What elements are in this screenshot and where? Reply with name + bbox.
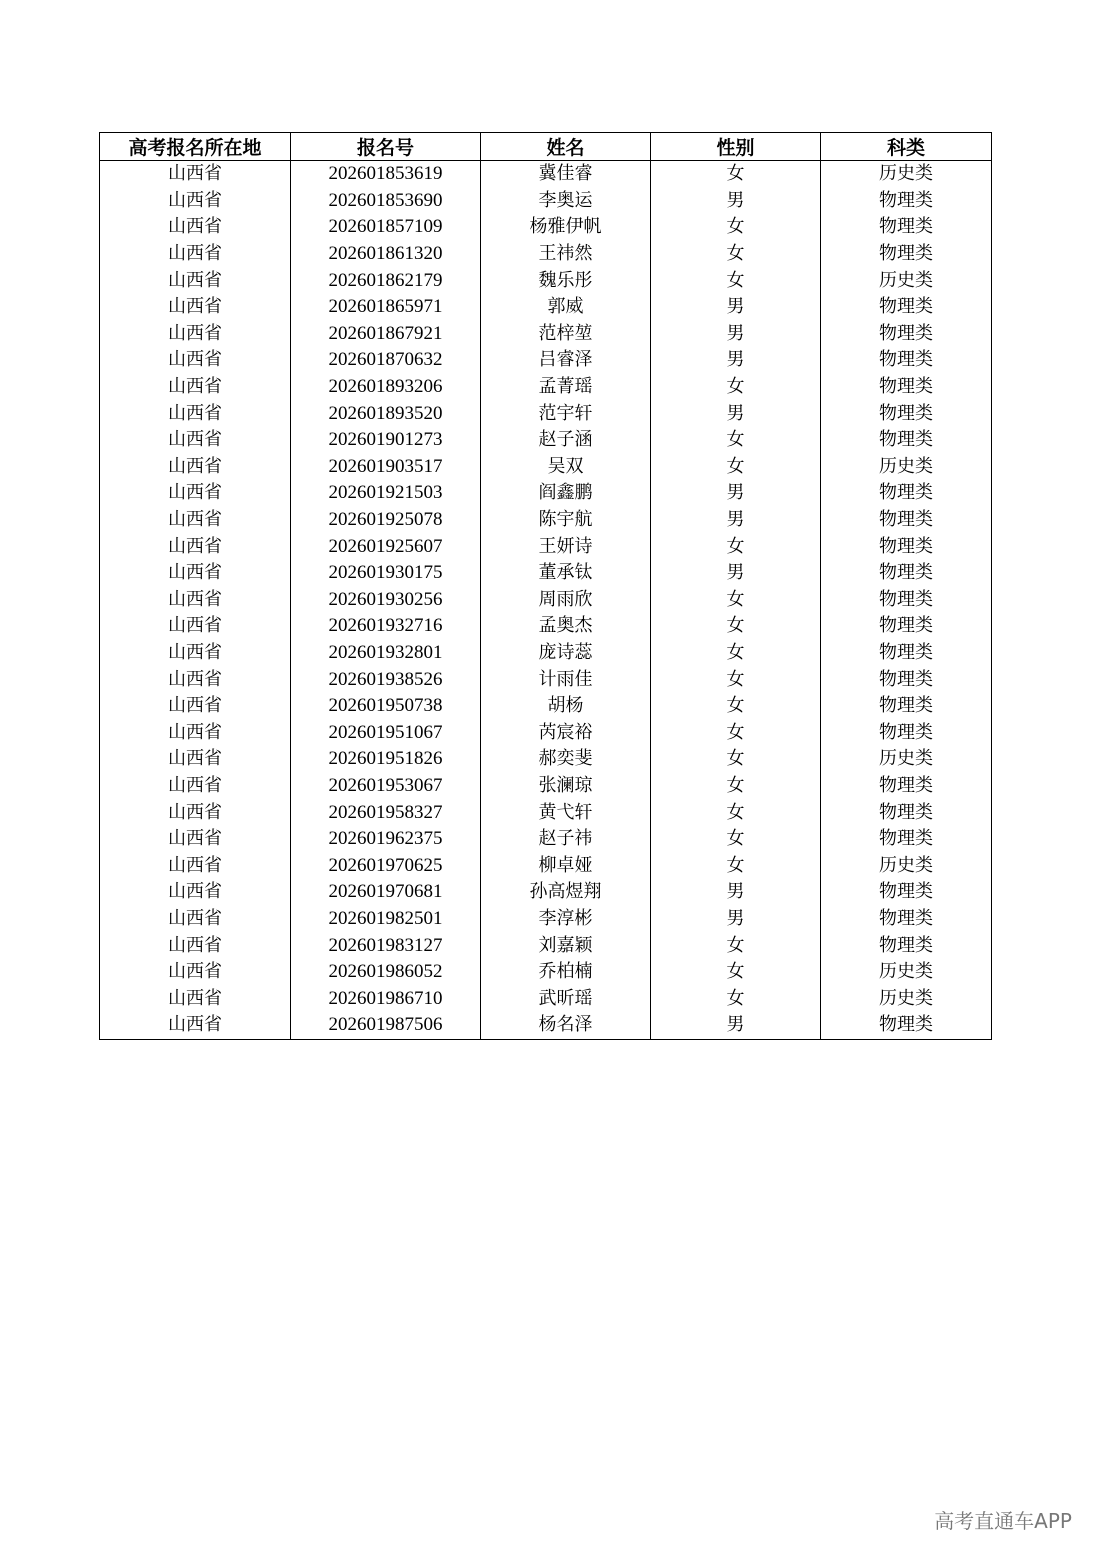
cell-location: 山西省: [100, 1012, 291, 1039]
cell-gender: 女: [651, 613, 821, 640]
cell-subject-category: 历史类: [821, 746, 992, 773]
cell-name: 刘嘉颖: [481, 932, 651, 959]
cell-name: 乔柏楠: [481, 959, 651, 986]
cell-name: 周雨欣: [481, 587, 651, 614]
cell-gender: 男: [651, 906, 821, 933]
table-row: [100, 427, 992, 454]
cell-gender: 女: [651, 454, 821, 481]
cell-name: 孟菁瑶: [481, 374, 651, 401]
cell-subject-category: 物理类: [821, 826, 992, 853]
cell-location: 山西省: [100, 826, 291, 853]
header-location: 高考报名所在地: [100, 133, 291, 161]
cell-name: 计雨佳: [481, 666, 651, 693]
table-row: [100, 613, 992, 640]
cell-name: 陈宇航: [481, 507, 651, 534]
table-row: [100, 826, 992, 853]
cell-subject-category: 物理类: [821, 693, 992, 720]
cell-gender: 女: [651, 161, 821, 188]
cell-location: 山西省: [100, 374, 291, 401]
cell-gender: 女: [651, 241, 821, 268]
cell-location: 山西省: [100, 613, 291, 640]
watermark-text: 高考直通车APP: [934, 1509, 1072, 1533]
cell-registration-number: 202601921503: [291, 480, 481, 507]
table-row: [100, 746, 992, 773]
table-row: [100, 959, 992, 986]
cell-name: 芮宸裕: [481, 719, 651, 746]
cell-subject-category: 物理类: [821, 241, 992, 268]
cell-subject-category: 历史类: [821, 985, 992, 1012]
admission-list-table: [99, 132, 992, 1040]
table-row: [100, 480, 992, 507]
cell-subject-category: 物理类: [821, 294, 992, 321]
table-row: [100, 693, 992, 720]
cell-registration-number: 202601865971: [291, 294, 481, 321]
cell-name: 魏乐彤: [481, 267, 651, 294]
cell-gender: 女: [651, 799, 821, 826]
cell-location: 山西省: [100, 773, 291, 800]
cell-registration-number: 202601970625: [291, 852, 481, 879]
cell-gender: 女: [651, 932, 821, 959]
table-body: [100, 161, 992, 1040]
cell-subject-category: 物理类: [821, 560, 992, 587]
cell-registration-number: 202601970681: [291, 879, 481, 906]
cell-location: 山西省: [100, 799, 291, 826]
cell-name: 杨雅伊帆: [481, 214, 651, 241]
cell-subject-category: 物理类: [821, 321, 992, 348]
cell-location: 山西省: [100, 746, 291, 773]
table-row: [100, 214, 992, 241]
cell-location: 山西省: [100, 161, 291, 188]
cell-subject-category: 物理类: [821, 773, 992, 800]
cell-subject-category: 物理类: [821, 214, 992, 241]
cell-name: 冀佳睿: [481, 161, 651, 188]
cell-location: 山西省: [100, 693, 291, 720]
cell-subject-category: 物理类: [821, 347, 992, 374]
cell-subject-category: 物理类: [821, 374, 992, 401]
cell-subject-category: 物理类: [821, 906, 992, 933]
cell-location: 山西省: [100, 241, 291, 268]
cell-subject-category: 物理类: [821, 480, 992, 507]
cell-registration-number: 202601901273: [291, 427, 481, 454]
table-header-row: [100, 133, 992, 161]
cell-name: 孟奥杰: [481, 613, 651, 640]
cell-gender: 女: [651, 773, 821, 800]
table-row: [100, 773, 992, 800]
cell-registration-number: 202601962375: [291, 826, 481, 853]
table-row: [100, 640, 992, 667]
cell-location: 山西省: [100, 560, 291, 587]
table-row: [100, 347, 992, 374]
cell-subject-category: 物理类: [821, 879, 992, 906]
cell-location: 山西省: [100, 267, 291, 294]
table-row: [100, 799, 992, 826]
table-row: [100, 560, 992, 587]
cell-gender: 女: [651, 693, 821, 720]
cell-location: 山西省: [100, 959, 291, 986]
cell-gender: 女: [651, 959, 821, 986]
cell-subject-category: 历史类: [821, 267, 992, 294]
cell-name: 赵子涵: [481, 427, 651, 454]
cell-registration-number: 202601857109: [291, 214, 481, 241]
cell-subject-category: 物理类: [821, 613, 992, 640]
cell-location: 山西省: [100, 294, 291, 321]
table-row: [100, 267, 992, 294]
table-row: [100, 1012, 992, 1039]
cell-registration-number: 202601930256: [291, 587, 481, 614]
cell-gender: 女: [651, 666, 821, 693]
cell-gender: 女: [651, 852, 821, 879]
cell-location: 山西省: [100, 400, 291, 427]
cell-subject-category: 历史类: [821, 959, 992, 986]
table-row: [100, 879, 992, 906]
table-row: [100, 985, 992, 1012]
table-row: [100, 852, 992, 879]
cell-location: 山西省: [100, 480, 291, 507]
cell-subject-category: 物理类: [821, 666, 992, 693]
cell-registration-number: 202601903517: [291, 454, 481, 481]
cell-gender: 男: [651, 507, 821, 534]
cell-registration-number: 202601950738: [291, 693, 481, 720]
cell-location: 山西省: [100, 666, 291, 693]
cell-gender: 女: [651, 746, 821, 773]
cell-registration-number: 202601930175: [291, 560, 481, 587]
table-row: [100, 374, 992, 401]
cell-name: 王祎然: [481, 241, 651, 268]
cell-location: 山西省: [100, 507, 291, 534]
cell-subject-category: 物理类: [821, 799, 992, 826]
cell-registration-number: 202601983127: [291, 932, 481, 959]
cell-subject-category: 物理类: [821, 640, 992, 667]
cell-location: 山西省: [100, 533, 291, 560]
cell-location: 山西省: [100, 454, 291, 481]
cell-registration-number: 202601867921: [291, 321, 481, 348]
table-row: [100, 719, 992, 746]
cell-subject-category: 物理类: [821, 719, 992, 746]
cell-registration-number: 202601938526: [291, 666, 481, 693]
table-row: [100, 932, 992, 959]
cell-name: 范梓堃: [481, 321, 651, 348]
table-row: [100, 906, 992, 933]
cell-name: 赵子祎: [481, 826, 651, 853]
cell-location: 山西省: [100, 347, 291, 374]
cell-gender: 女: [651, 214, 821, 241]
header-registration-number: 报名号: [291, 133, 481, 161]
cell-gender: 女: [651, 427, 821, 454]
cell-gender: 女: [651, 985, 821, 1012]
cell-name: 黄弋轩: [481, 799, 651, 826]
cell-gender: 男: [651, 560, 821, 587]
header-name: 姓名: [481, 133, 651, 161]
cell-name: 董承钛: [481, 560, 651, 587]
cell-location: 山西省: [100, 188, 291, 215]
cell-name: 郝奕斐: [481, 746, 651, 773]
cell-name: 王妍诗: [481, 533, 651, 560]
cell-name: 李奥运: [481, 188, 651, 215]
cell-gender: 男: [651, 347, 821, 374]
cell-name: 武昕瑶: [481, 985, 651, 1012]
cell-location: 山西省: [100, 932, 291, 959]
cell-name: 柳卓娅: [481, 852, 651, 879]
cell-name: 孙高煜翔: [481, 879, 651, 906]
cell-gender: 男: [651, 188, 821, 215]
cell-registration-number: 202601953067: [291, 773, 481, 800]
cell-registration-number: 202601958327: [291, 799, 481, 826]
cell-name: 胡杨: [481, 693, 651, 720]
table-row: [100, 400, 992, 427]
cell-subject-category: 物理类: [821, 188, 992, 215]
cell-name: 杨名泽: [481, 1012, 651, 1039]
cell-gender: 男: [651, 294, 821, 321]
cell-name: 李淳彬: [481, 906, 651, 933]
cell-subject-category: 物理类: [821, 1012, 992, 1039]
cell-subject-category: 物理类: [821, 932, 992, 959]
cell-name: 吕睿泽: [481, 347, 651, 374]
cell-name: 范宇轩: [481, 400, 651, 427]
cell-registration-number: 202601986710: [291, 985, 481, 1012]
cell-gender: 女: [651, 826, 821, 853]
cell-registration-number: 202601932801: [291, 640, 481, 667]
cell-subject-category: 物理类: [821, 507, 992, 534]
cell-location: 山西省: [100, 214, 291, 241]
cell-subject-category: 历史类: [821, 454, 992, 481]
cell-subject-category: 物理类: [821, 427, 992, 454]
cell-name: 郭威: [481, 294, 651, 321]
cell-name: 阎鑫鹏: [481, 480, 651, 507]
cell-location: 山西省: [100, 852, 291, 879]
table-row: [100, 188, 992, 215]
cell-registration-number: 202601987506: [291, 1012, 481, 1039]
table-row: [100, 241, 992, 268]
cell-subject-category: 历史类: [821, 161, 992, 188]
cell-subject-category: 物理类: [821, 400, 992, 427]
cell-gender: 女: [651, 587, 821, 614]
cell-registration-number: 202601925078: [291, 507, 481, 534]
table-row: [100, 666, 992, 693]
cell-registration-number: 202601861320: [291, 241, 481, 268]
cell-subject-category: 物理类: [821, 587, 992, 614]
table-row: [100, 321, 992, 348]
cell-location: 山西省: [100, 879, 291, 906]
cell-registration-number: 202601951826: [291, 746, 481, 773]
cell-registration-number: 202601870632: [291, 347, 481, 374]
cell-gender: 女: [651, 719, 821, 746]
table-row: [100, 587, 992, 614]
table-row: [100, 161, 992, 188]
cell-name: 张澜琼: [481, 773, 651, 800]
cell-registration-number: 202601862179: [291, 267, 481, 294]
cell-gender: 男: [651, 879, 821, 906]
cell-name: 吴双: [481, 454, 651, 481]
cell-gender: 男: [651, 321, 821, 348]
cell-registration-number: 202601893206: [291, 374, 481, 401]
cell-registration-number: 202601853619: [291, 161, 481, 188]
cell-location: 山西省: [100, 587, 291, 614]
cell-gender: 男: [651, 480, 821, 507]
cell-gender: 男: [651, 400, 821, 427]
cell-gender: 女: [651, 640, 821, 667]
cell-registration-number: 202601853690: [291, 188, 481, 215]
cell-gender: 男: [651, 1012, 821, 1039]
header-gender: 性别: [651, 133, 821, 161]
cell-location: 山西省: [100, 427, 291, 454]
cell-registration-number: 202601951067: [291, 719, 481, 746]
cell-name: 庞诗蕊: [481, 640, 651, 667]
cell-registration-number: 202601893520: [291, 400, 481, 427]
cell-subject-category: 历史类: [821, 852, 992, 879]
cell-location: 山西省: [100, 640, 291, 667]
cell-gender: 女: [651, 267, 821, 294]
cell-location: 山西省: [100, 321, 291, 348]
header-subject-category: 科类: [821, 133, 992, 161]
cell-registration-number: 202601982501: [291, 906, 481, 933]
cell-registration-number: 202601925607: [291, 533, 481, 560]
cell-gender: 女: [651, 533, 821, 560]
cell-registration-number: 202601986052: [291, 959, 481, 986]
cell-registration-number: 202601932716: [291, 613, 481, 640]
cell-gender: 女: [651, 374, 821, 401]
table-row: [100, 294, 992, 321]
table-row: [100, 454, 992, 481]
cell-location: 山西省: [100, 906, 291, 933]
table-row: [100, 507, 992, 534]
cell-location: 山西省: [100, 985, 291, 1012]
cell-location: 山西省: [100, 719, 291, 746]
table-row: [100, 533, 992, 560]
cell-subject-category: 物理类: [821, 533, 992, 560]
